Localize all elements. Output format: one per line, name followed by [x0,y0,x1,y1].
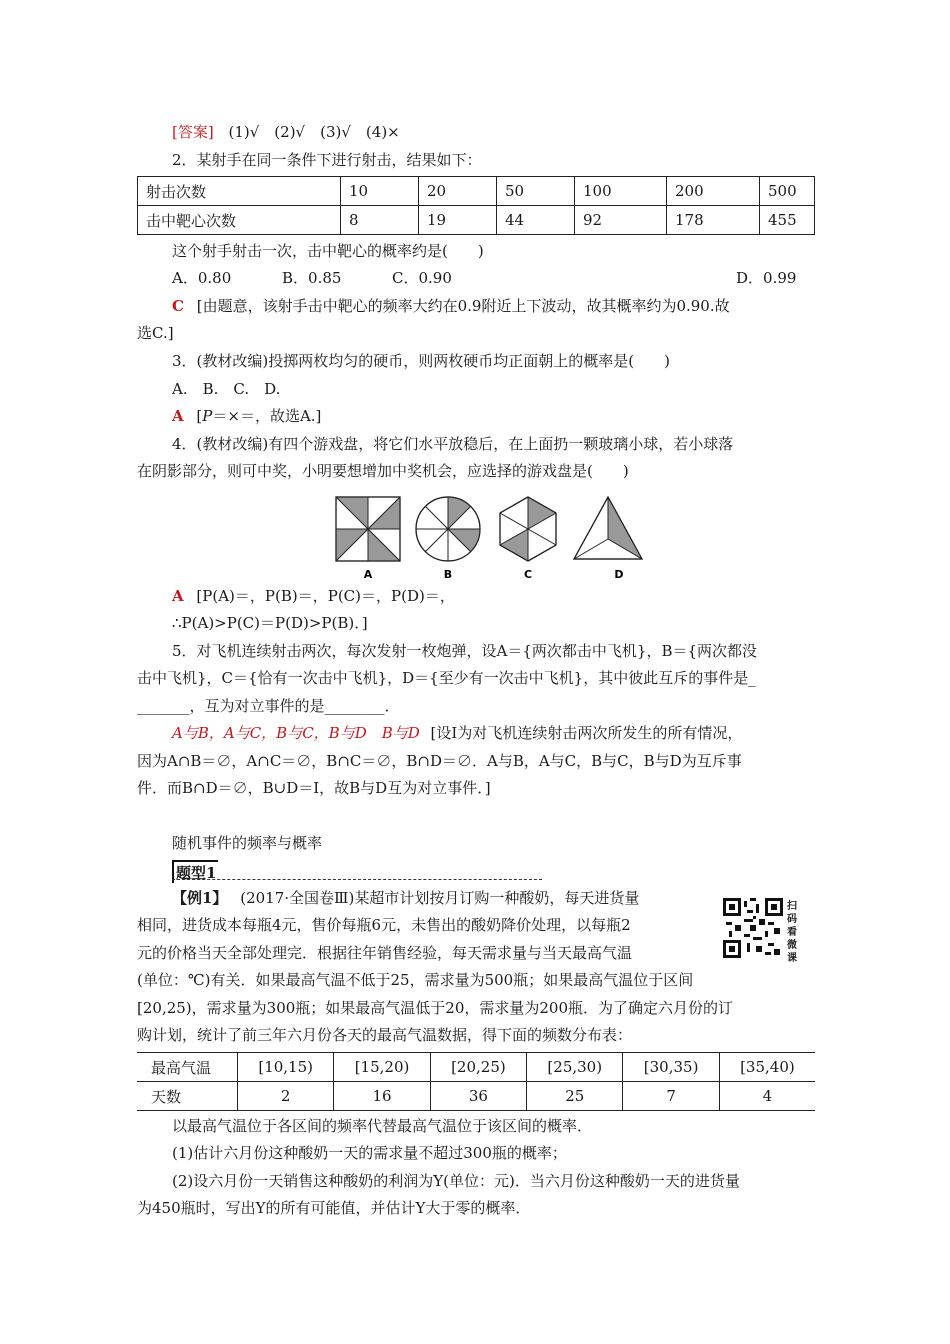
answer-letter: C [172,297,184,315]
q2-question: 这个射手射击一次，击中靶心的概率约是( ) [172,242,484,260]
board-d [574,497,642,559]
game-boards-figure [330,492,660,584]
q5-stem-cont: 击中飞机}，C＝{恰有一次击中飞机}，D＝{至少有一次击中飞机}，其中彼此互斥的事件是_ [137,669,756,687]
q2-option-a: A．0.80 [172,269,232,287]
q2-answer [172,296,730,316]
table-cell: 44 [497,206,575,235]
example-line-1: 【例1】 (2017·全国卷Ⅲ)某超市计划按月订购一种酸奶，每天进货量 [172,889,640,907]
table-cell: 92 [575,206,667,235]
q4-answer [172,586,455,606]
table-cell: [10,15) [238,1053,334,1082]
table-cell: 最高气温 [137,1053,238,1082]
q2-option-c: C．0.90 [392,269,452,287]
example-line-6: 购计划，统计了前三年六月份各天的最高气温数据，得下面的频数分布表： [137,1026,633,1044]
q5-answer-cont: 因为A∩B＝∅，A∩C＝∅，B∩C＝∅，B∩D＝∅．A与B，A与C，B与C，B与D为互斥事 [137,752,742,770]
temperature-table [137,1052,815,1111]
q2-stem: 2．某射手在同一条件下进行射击，结果如下： [172,151,482,169]
board-label-b: B [443,568,453,581]
board-label-a: A [363,568,373,581]
table-cell: [25,30) [527,1053,623,1082]
section-title: 随机事件的频率与概率 [172,834,323,852]
example-line-4: (单位：℃)有关．如果最高气温不低于25，需求量为500瓶；如果最高气温位于区间 [137,971,694,989]
q5-answer [172,723,742,743]
answer-tag: [答案] [172,123,214,141]
q5-stem: 5．对飞机连续射击两次，每次发射一枚炮弹，设A＝{两次都击中飞机}，B＝{两次都没 [172,642,758,660]
table-cell: [20,25) [430,1053,526,1082]
example-line-7: 以最高气温位于各区间的频率代替最高气温位于该区间的概率． [172,1117,593,1135]
answer-p: P [202,407,213,425]
q3-answer: A [P＝×＝，故选A.] [172,407,322,425]
table-cell: 19 [419,206,497,235]
q3-options: A. B. C. D. [172,380,281,398]
table-cell: 4 [719,1082,815,1111]
q2-option-b: B．0.85 [282,269,342,287]
table-cell: 500 [760,177,815,206]
board-c [500,497,556,561]
board-b [416,497,480,561]
q2-answer-cont: 选C.] [137,324,174,342]
example-part-1: (1)估计六月份这种酸奶一天的需求量不超过300瓶的概率； [172,1144,567,1162]
table-row [137,1053,815,1082]
table-cell: 200 [667,177,760,206]
table-row [137,1082,815,1111]
table-cell: 455 [760,206,815,235]
table-cell: 178 [667,206,760,235]
table-cell: 击中靶心次数 [138,206,341,235]
q2-option-d: D．0.99 [736,269,797,287]
example-label: 【例1】 [172,889,228,907]
table-cell: 7 [623,1082,719,1111]
q4-stem-cont: 在阴影部分，则可中奖，小明要想增加中奖机会，应选择的游戏盘是( ) [137,462,629,480]
q3-stem: 3．(教材改编)投掷两枚均匀的硬币，则两枚硬币均正面朝上的概率是( ) [172,352,670,370]
answer-line [172,122,400,142]
qr-code-icon[interactable] [723,898,783,958]
example-part-2-cont: 为450瓶时，写出Y的所有可能值，并估计Y大于零的概率． [137,1199,531,1217]
answer-explanation: [由题意，该射手击中靶心的频率大约在0.9附近上下波动，故其概率约为0.90.故 [196,297,730,315]
board-a [336,497,400,561]
example-line-5: [20,25)，需求量为300瓶；如果最高气温低于20，需求量为200瓶．为了确定六月份的订 [137,999,733,1017]
table-cell: 100 [575,177,667,206]
table-cell: [35,40) [719,1053,815,1082]
table-cell: 射击次数 [138,177,341,206]
q4-stem: 4．(教材改编)有四个游戏盘，将它们水平放稳后，在上面扔一颗玻璃小球，若小球落 [172,435,734,453]
table-cell: 50 [497,177,575,206]
board-label-d: D [614,568,624,581]
q5-stem-cont2: _______，互为对立事件的是________． [137,697,400,715]
table-cell: [15,20) [334,1053,430,1082]
table-cell: [30,35) [623,1053,719,1082]
table-cell: 36 [430,1082,526,1111]
q5-answer-cont2: 件．而B∩D＝∅，B∪D＝I，故B与D互为对立事件．] [137,779,491,797]
answer-explanation: ＝×＝，故选A.] [212,407,322,425]
table-cell: 8 [341,206,419,235]
answer-letter: A [172,587,184,605]
table-row [138,177,815,206]
qr-caption: 扫码看微课 [787,901,797,964]
dashed-divider [172,879,542,880]
example-line-3: 元的价格当天全部处理完．根据往年销售经验，每天需求量与当天最高气温 [137,944,633,962]
answer-red: A与B，A与C，B与C，B与D B与D [172,724,420,742]
q4-answer-cont: ∴P(A)>P(C)＝P(D)>P(B)．] [172,614,368,632]
table-row [138,206,815,235]
table-cell: 2 [238,1082,334,1111]
answer-letter: A [172,407,184,425]
board-label-c: C [523,568,533,581]
table-cell: 16 [334,1082,430,1111]
q2-table [137,176,815,235]
answer-explanation: [P(A)＝，P(B)＝，P(C)＝，P(D)＝， [196,587,455,605]
table-cell: 10 [341,177,419,206]
table-cell: 天数 [137,1082,238,1111]
example-part-2: (2)设六月份一天销售这种酸奶的利润为Y(单位：元)．当六月份这种酸奶一天的进货量 [172,1172,740,1190]
table-cell: 20 [419,177,497,206]
table-cell: 25 [527,1082,623,1111]
type-tag: 题型1 [172,860,218,883]
answer-explanation: [设I为对飞机连续射击两次所发生的所有情况， [430,724,743,742]
answer-items: (1)√ (2)√ (3)√ (4)× [228,123,400,141]
example-line-2: 相同，进货成本每瓶4元，售价每瓶6元，未售出的酸奶降价处理，以每瓶2 [137,916,631,934]
